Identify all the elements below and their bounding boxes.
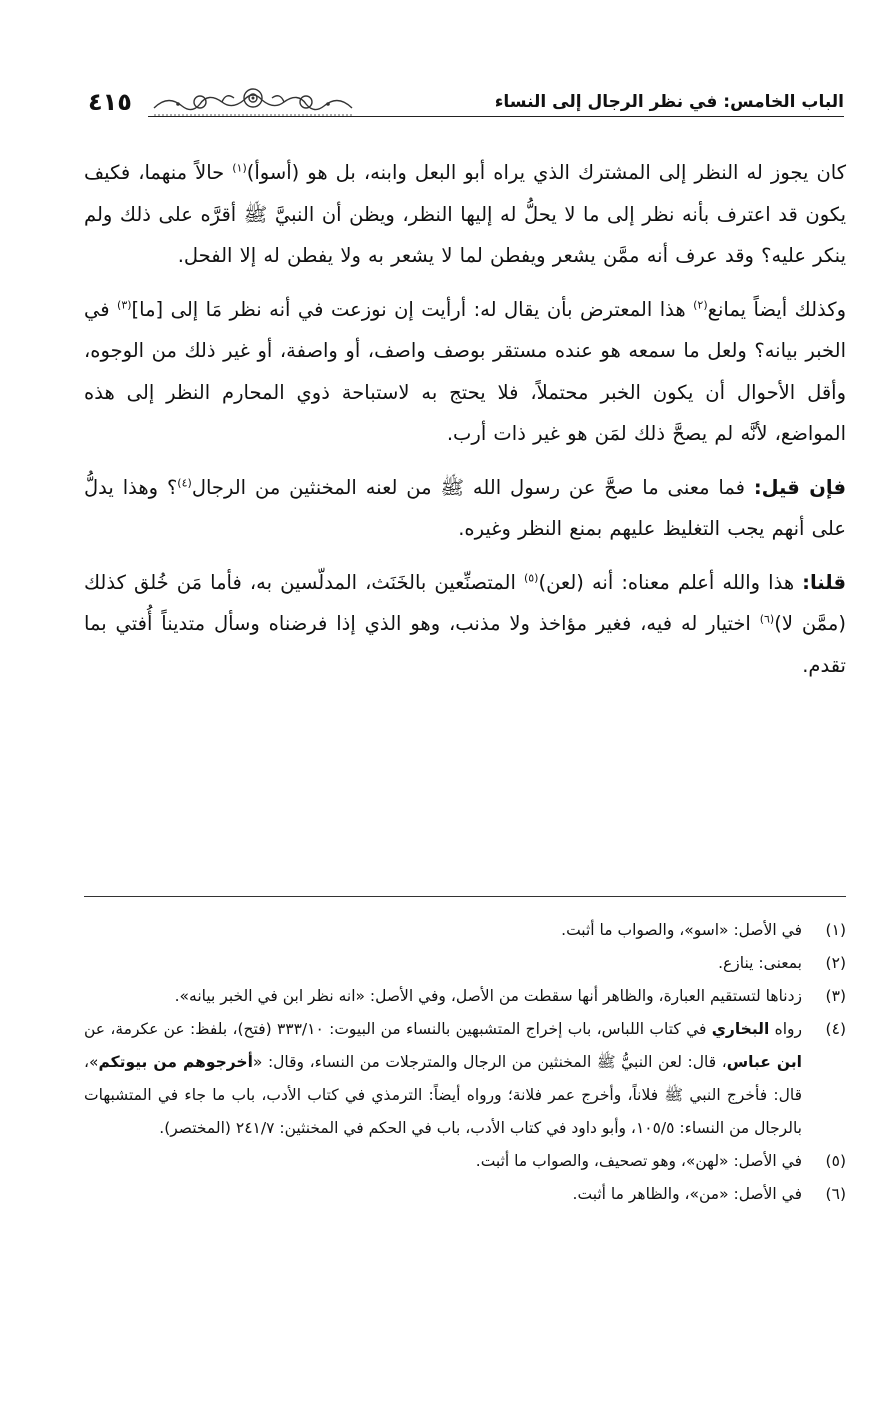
text-run: حالاً منهما، فكيف يكون قد اعترف بأنه نظر إلى ما لا يحلُّ له إليها النظر، ويظن أن النبيَّ ﷺ أقرَّه على ذلك ولم ينكر عليه؟ وقد عرف أنه ممَّن يشعر ويفطن لما لا يشعر به ولا يفطن له إلا الفحل. bbox=[84, 161, 846, 267]
page-number: ٤١٥ bbox=[88, 88, 132, 116]
text-run: فما معنى ما صحَّ عن رسول الله ﷺ من لعنه المخنثين من الرجال bbox=[191, 475, 754, 499]
footnote bbox=[84, 914, 846, 947]
footnote-marker: (٤) bbox=[177, 476, 192, 489]
footnotes bbox=[84, 914, 846, 1211]
text-run: المتصنِّعين بالخَنَث، المدلّسين به، فأما مَن خُلق كذلك (ممَّن لا) bbox=[84, 570, 846, 635]
footnote-number: (١) bbox=[825, 921, 846, 939]
footnote-marker: (٢) bbox=[693, 298, 708, 311]
text-run: زدناها لتستقيم العبارة، والظاهر أنها سقطت من الأصل، وفي الأصل: «انه نظر ابن في الخبر بيانه». bbox=[174, 987, 802, 1005]
footnote-text bbox=[84, 914, 802, 947]
footnote bbox=[84, 1145, 846, 1178]
footnote-text bbox=[84, 1145, 802, 1178]
paragraph bbox=[84, 467, 846, 550]
footnote-marker: (٦) bbox=[759, 612, 775, 626]
text-run: ، قال: لعن النبيُّ ﷺ المخنثين من الرجال والمترجلات من النساء، وقال: « bbox=[252, 1053, 727, 1071]
text-run: هذا والله أعلم معناه: أنه (لعن) bbox=[538, 570, 803, 594]
chapter-title: الباب الخامس: في نظر الرجال إلى النساء bbox=[494, 92, 844, 112]
footnote-marker: (٥) bbox=[523, 571, 539, 584]
text-run: في الخبر بيانه؟ ولعل ما سمعه هو عنده مستقر بوصف واصف، أو واصفة، أو غير ذلك من الوجوه، وأقل الأحوال أن يكون الخبر محتملاً، فلا يحتج به لاستباحة ذوي المحارم النظر إلى هذه المواضع، لأنَّه لم يصحَّ ذلك لمَن هو غير ذات أرب. bbox=[84, 297, 846, 445]
bold-term: أخرجوهم من بيوتكم bbox=[98, 1053, 253, 1071]
bold-term: قلنا: bbox=[802, 570, 846, 594]
footnote-number: (٥) bbox=[825, 1152, 846, 1170]
header-rule bbox=[148, 116, 844, 117]
footnote-text bbox=[84, 947, 802, 980]
text-run: في الأصل: «لهن»، وهو تصحيف، والصواب ما أثبت. bbox=[475, 1152, 802, 1170]
footnote-text bbox=[84, 1013, 802, 1145]
paragraph bbox=[84, 289, 846, 455]
text-run: في كتاب اللباس، باب إخراج المتشبهين بالنساء من البيوت: ٣٣٣/١٠ (فتح)، بلفظ: عن عكرمة، عن bbox=[84, 1020, 712, 1038]
main-text bbox=[84, 152, 846, 686]
text-run: اختيار له فيه، فغير مؤاخذ ولا مذنب، وهو الذي إذا فرضناه وسأل متديناً أُفتي بما تقدم. bbox=[84, 612, 846, 677]
text-run: وكذلك أيضاً يمانع bbox=[707, 297, 846, 321]
footnote-marker: (٣) bbox=[117, 298, 132, 311]
bold-term: ابن عباس bbox=[726, 1053, 802, 1071]
text-run: ؟ وهذا يدلُّ على أنهم يجب التغليظ عليهم بمنع النظر وغيره. bbox=[84, 475, 846, 540]
footnote bbox=[84, 980, 846, 1013]
bold-term: فإن قيل: bbox=[753, 475, 846, 499]
running-header bbox=[88, 82, 844, 126]
footnote-number: (٢) bbox=[825, 954, 846, 972]
footnote-number: (٦) bbox=[825, 1185, 846, 1203]
footnote bbox=[84, 947, 846, 980]
footnote bbox=[84, 1178, 846, 1211]
footnote-number: (٤) bbox=[825, 1020, 846, 1038]
text-run: رواه bbox=[769, 1020, 802, 1038]
text-run: كان يجوز له النظر إلى المشترك الذي يراه أبو البعل وابنه، بل هو (أسوأ) bbox=[246, 161, 847, 184]
text-run: بمعنى: ينازع. bbox=[718, 954, 802, 972]
ornament-icon bbox=[148, 84, 358, 120]
footnote bbox=[84, 1013, 846, 1145]
text-run: »، قال: فأخرج النبي ﷺ فلاناً، وأخرج عمر فلانة؛ ورواه أيضاً: الترمذي في كتاب الأدب، باب ما جاء في المتشبهات بالرجال من النساء: ١٠٥/٥، وأبو داود في كتاب الأدب، باب في الحكم في المخنثين: ٢٤١/٧ (المختصر). bbox=[84, 1053, 802, 1137]
footnote-number: (٣) bbox=[825, 987, 846, 1005]
bold-term: البخاري bbox=[711, 1020, 770, 1038]
footnote-text bbox=[84, 980, 802, 1013]
footnote-marker: (١) bbox=[232, 161, 247, 175]
footnote-divider bbox=[84, 896, 846, 897]
paragraph bbox=[84, 562, 846, 687]
text-run: في الأصل: «اسو»، والصواب ما أثبت. bbox=[561, 921, 802, 939]
text-run: في الأصل: «من»، والظاهر ما أثبت. bbox=[572, 1185, 802, 1203]
paragraph bbox=[84, 152, 846, 277]
text-run: هذا المعترض بأن يقال له: أرأيت إن نوزعت في أنه نظر مَا إلى [ما] bbox=[131, 297, 694, 321]
footnote-text bbox=[84, 1178, 802, 1211]
